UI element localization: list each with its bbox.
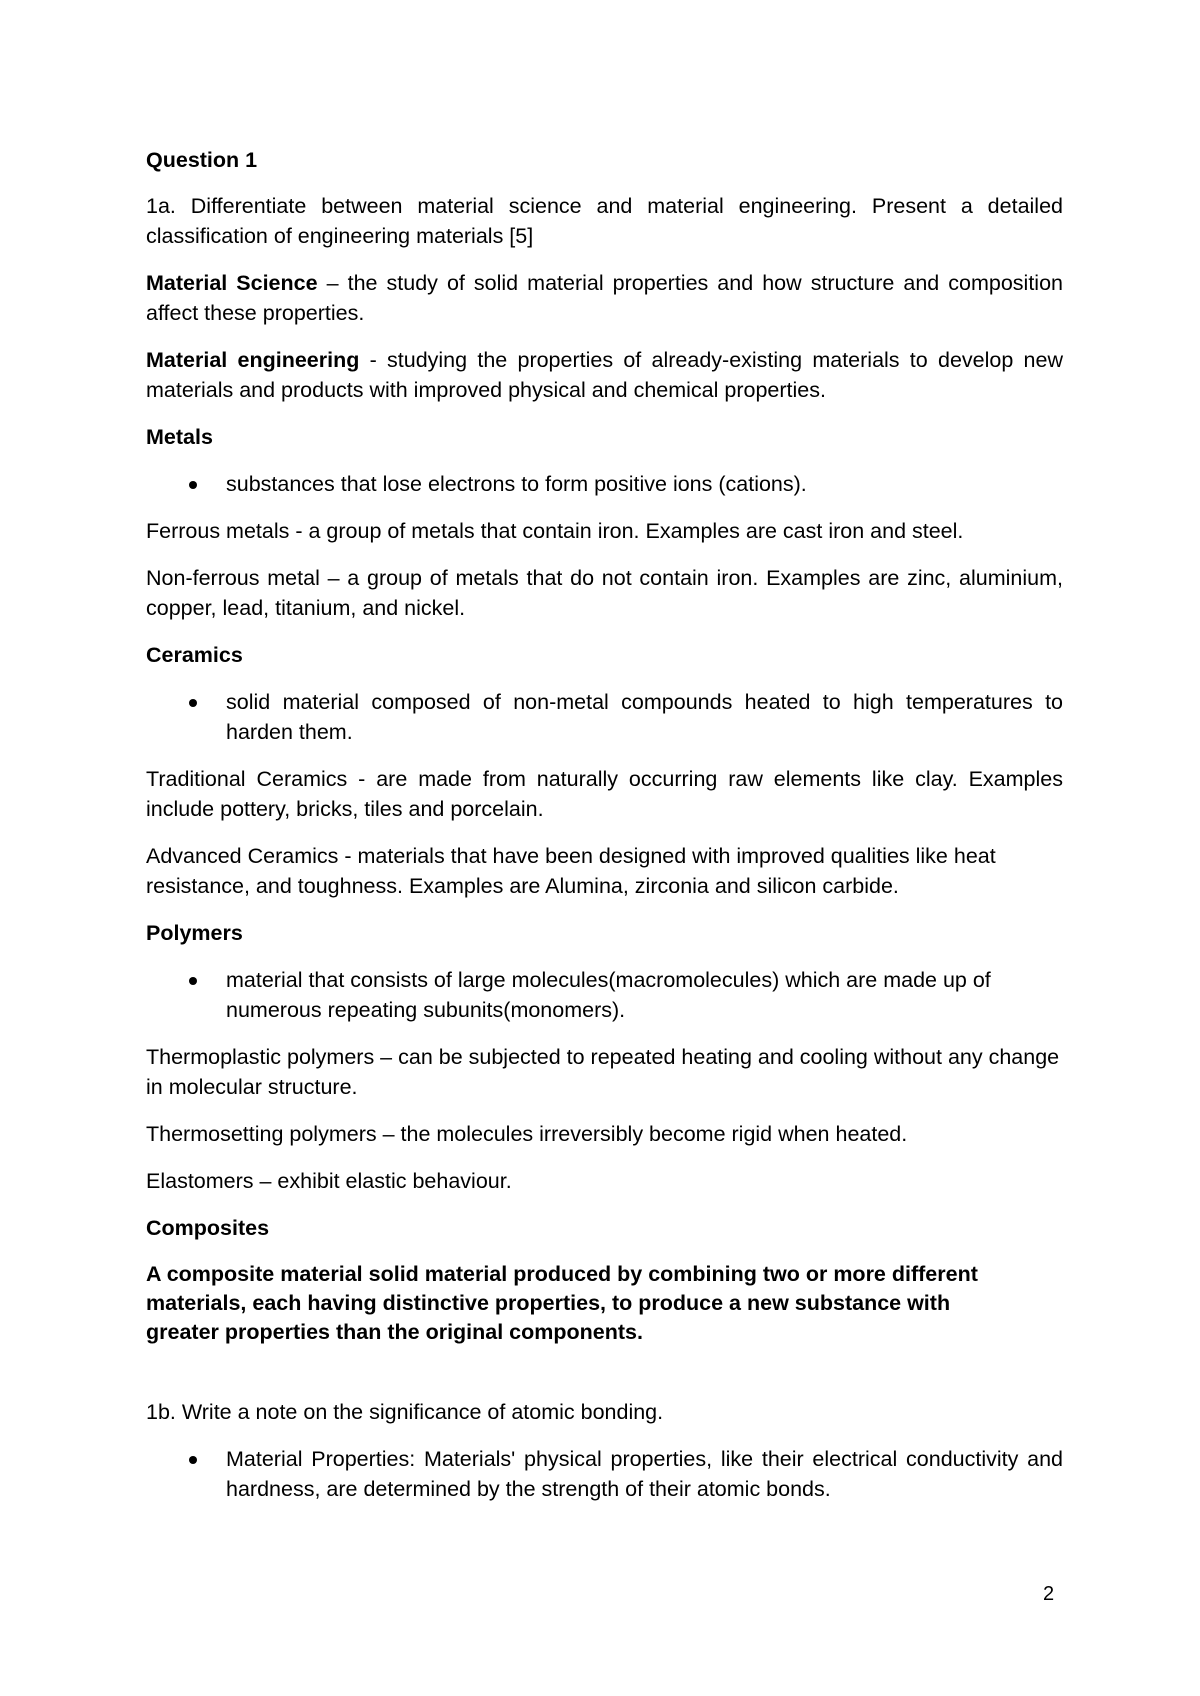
elastomers-paragraph: Elastomers – exhibit elastic behaviour. bbox=[146, 1169, 512, 1193]
ferrous-metals-paragraph: Ferrous metals - a group of metals that contain iron. Examples are cast iron and steel. bbox=[146, 519, 964, 543]
ceramics-bullet-item bbox=[146, 687, 1063, 747]
advanced-ceramics-paragraph: Advanced Ceramics - materials that have been designed with improved qualities like heat resistance, and toughness. Examples are Alumina, zirconia and silicon carbide. bbox=[146, 844, 996, 898]
bullet-icon bbox=[189, 481, 197, 489]
polymers-bullet-text: material that consists of large molecules(macromolecules) which are made up of numerous repeating subunits(monomers). bbox=[226, 968, 991, 1022]
composites-heading: Composites bbox=[146, 1216, 270, 1240]
metals-bullet-item bbox=[146, 469, 1063, 499]
polymers-heading: Polymers bbox=[146, 921, 243, 945]
metals-bullet-text: substances that lose electrons to form positive ions (cations). bbox=[226, 472, 807, 496]
bullet-icon bbox=[189, 1456, 197, 1464]
question-1a: 1a. Differentiate between material science and material engineering. Present a detailed classification of engineering materials [5] bbox=[146, 194, 1063, 248]
metals-heading: Metals bbox=[146, 425, 213, 449]
traditional-ceramics-paragraph: Traditional Ceramics - are made from naturally occurring raw elements like clay. Examples include pottery, bricks, tiles and porcelain. bbox=[146, 767, 1063, 821]
material-engineering-definition: - studying the properties of already-existing materials to develop new materials and products with improved physical and chemical properties. bbox=[146, 348, 1063, 402]
bullet-icon bbox=[189, 977, 197, 985]
document-page bbox=[146, 145, 1063, 1504]
material-engineering-paragraph bbox=[146, 345, 1063, 405]
page-number: 2 bbox=[1043, 1583, 1055, 1605]
polymers-bullet-item bbox=[146, 965, 1063, 1025]
ceramics-heading: Ceramics bbox=[146, 643, 243, 667]
material-engineering-term: Material engineering bbox=[146, 348, 360, 372]
material-science-definition: – the study of solid material properties and how structure and composition affect these properties. bbox=[146, 271, 1063, 325]
ceramics-bullet-text: solid material composed of non-metal compounds heated to high temperatures to harden them. bbox=[226, 690, 1063, 744]
composites-definition: A composite material solid material produced by combining two or more different materials, each having distinctive properties, to produce a new substance with greater properties than the original components. bbox=[146, 1262, 978, 1344]
thermoplastic-polymers-paragraph: Thermoplastic polymers – can be subjected to repeated heating and cooling without any change in molecular structure. bbox=[146, 1045, 1060, 1099]
question-title: Question 1 bbox=[146, 148, 258, 172]
bullet-icon bbox=[189, 699, 197, 707]
thermosetting-polymers-paragraph: Thermosetting polymers – the molecules irreversibly become rigid when heated. bbox=[146, 1122, 908, 1146]
atomic-bonding-bullet-item bbox=[146, 1444, 1063, 1504]
material-science-term: Material Science bbox=[146, 271, 318, 295]
question-1b: 1b. Write a note on the significance of atomic bonding. bbox=[146, 1400, 664, 1424]
atomic-bonding-bullet-text: Material Properties: Materials' physical properties, like their electrical conductivity and hardness, are determined by the strength of their atomic bonds. bbox=[226, 1447, 1063, 1501]
material-science-paragraph bbox=[146, 268, 1063, 328]
non-ferrous-metals-paragraph: Non-ferrous metal – a group of metals that do not contain iron. Examples are zinc, aluminium, copper, lead, titanium, and nickel. bbox=[146, 566, 1063, 620]
